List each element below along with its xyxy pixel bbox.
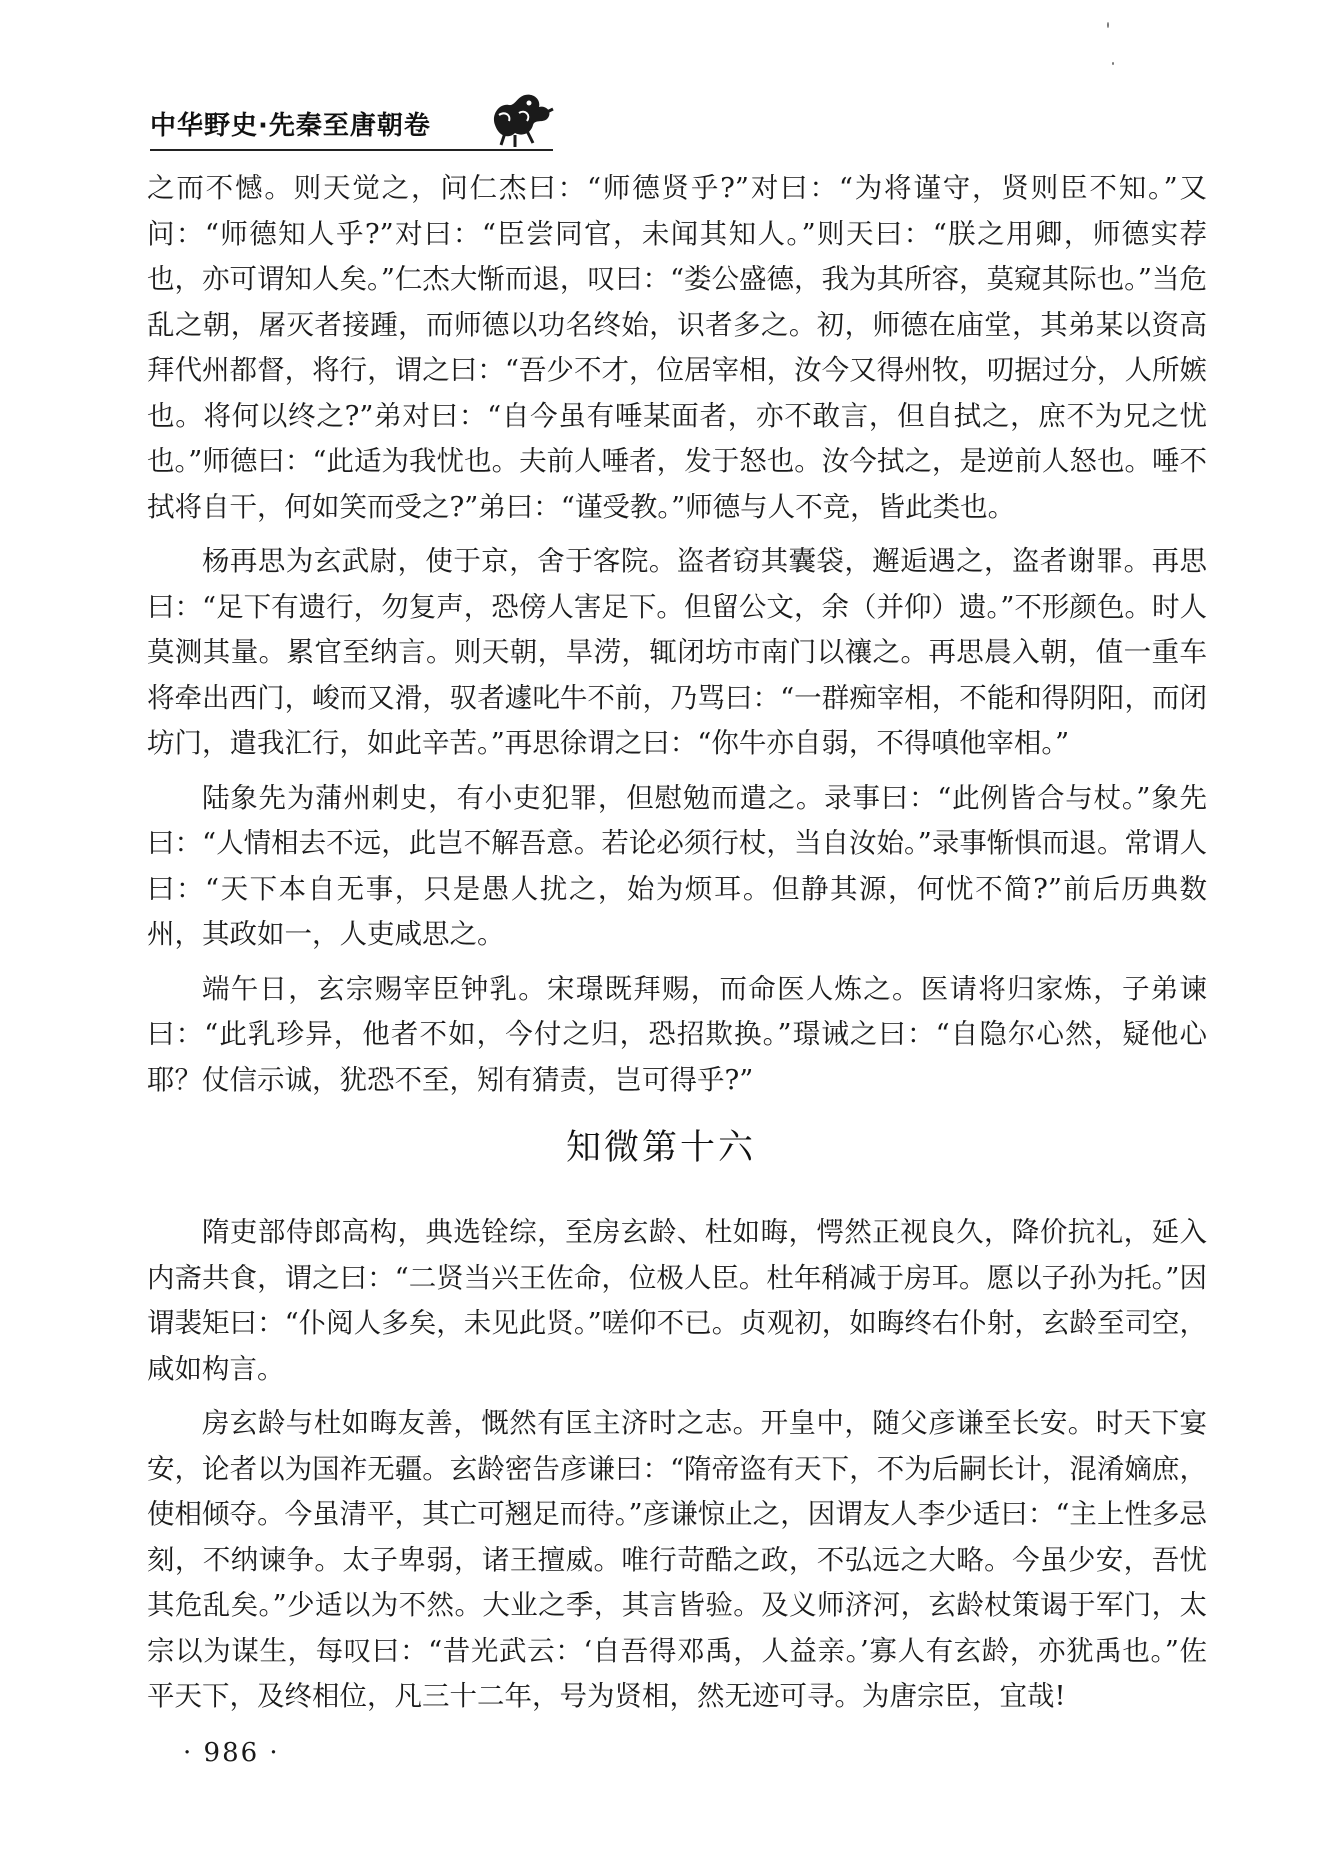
book-title: 中华野史·先秦至唐朝卷 — [150, 111, 431, 141]
paragraph: 杨再思为玄武尉，使于京，舍于客院。盗者窃其囊袋，邂逅遇之，盗者谢罪。再思曰：“足下有遗行，勿复声，恐傍人害足下。但留公文，余（并仰）遗。”不形颜色。时人莫测其量。累官至纳言。则天朝，旱涝，辄闭坊市南门以禳之。再思晨入朝，值一重车将牵出西门，峻而又滑，驭者遽叱牛不前，乃骂曰：“一群痴宰相，不能和得阴阳，而闭坊门，遣我汇行，如此辛苦。”再思徐谓之曰：“你牛亦自弱，不得嗔他宰相。” — [147, 545, 1207, 759]
paragraph: 陆象先为蒲州刺史，有小吏犯罪，但慰勉而遣之。录事曰：“此例皆合与杖。”象先曰：“人情相去不远，此岂不解吾意。若论必须行杖，当自汝始。”录事惭惧而退。常谓人曰：“天下本自无事，只是愚人扰之，始为烦耳。但静其源，何忧不简?”前后历典数州，其政如一，人吏咸思之。 — [147, 781, 1207, 950]
paragraph: 隋吏部侍郎高构，典选铨综，至房玄龄、杜如晦，愕然正视良久，降价抗礼，延入内斋共食，谓之曰：“二贤当兴王佐命，位极人臣。杜年稍减于房耳。愿以子孙为托。”因谓裴矩曰：“仆阅人多矣，未见此贤。”嗟仰不已。贞观初，如晦终右仆射，玄龄至司空，咸如构言。 — [147, 1216, 1207, 1385]
page-number: · 986 · — [183, 1738, 280, 1768]
scan-speck — [1107, 22, 1109, 28]
paragraph: 端午日，玄宗赐宰臣钟乳。宋璟既拜赐，而命医人炼之。医请将归家炼，子弟谏曰：“此乳珍异，他者不如，今付之归，恐招欺换。”璟诫之曰：“自隐尔心然，疑他心耶？仗信示诚，犹恐不至，矧有猜责，岂可得乎?” — [147, 972, 1207, 1096]
header-divider — [150, 149, 553, 151]
running-header — [150, 85, 550, 155]
dragon-emblem-icon — [485, 85, 557, 149]
scan-speck — [1112, 62, 1114, 65]
section-heading: 知微第十六 — [565, 1128, 756, 1168]
paragraph: 房玄龄与杜如晦友善，慨然有匡主济时之志。开皇中，随父彦谦至长安。时天下宴安，论者以为国祚无疆。玄龄密告彦谦曰：“隋帝盗有天下，不为后嗣长计，混淆嫡庶，使相倾夺。今虽清平，其亡可翘足而待。”彦谦惊止之，因谓友人李少适曰：“主上性多忌刻，不纳谏争。太子卑弱，诸王擅威。唯行苛酷之政，不弘远之大略。今虽少安，吾忧其危乱矣。”少适以为不然。大业之季，其言皆验。及义师济河，玄龄杖策谒于军门，太宗以为谋生，每叹曰：“昔光武云：‘自吾得邓禹，人益亲。’寡人有玄龄，亦犹禹也。”佐平天下，及终相位，凡三十二年，号为贤相，然无迹可寻。为唐宗臣，宜哉! — [147, 1407, 1207, 1712]
section-1-text — [147, 166, 1207, 1103]
section-2-text — [147, 1210, 1207, 1720]
paragraph: 之而不憾。则天觉之，问仁杰曰：“师德贤乎?”对曰：“为将谨守，贤则臣不知。”又问：“师德知人乎?”对曰：“臣尝同官，未闻其知人。”则天曰：“朕之用卿，师德实荐也，亦可谓知人矣。”仁杰大惭而退，叹曰：“娄公盛德，我为其所容，莫窥其际也。”当危乱之朝，屠灭者接踵，而师德以功名终始，识者多之。初，师德在庙堂，其弟某以资高拜代州都督，将行，谓之曰：“吾少不才，位居宰相，汝今又得州牧，叨据过分，人所嫉也。将何以终之?”弟对曰：“自今虽有唾某面者，亦不敢言，但自拭之，庶不为兄之忧也。”师德曰：“此适为我忧也。夫前人唾者，发于怒也。汝今拭之，是逆前人怒也。唾不拭将自干，何如笑而受之?”弟曰：“谨受教。”师德与人不竞，皆此类也。 — [147, 172, 1207, 523]
